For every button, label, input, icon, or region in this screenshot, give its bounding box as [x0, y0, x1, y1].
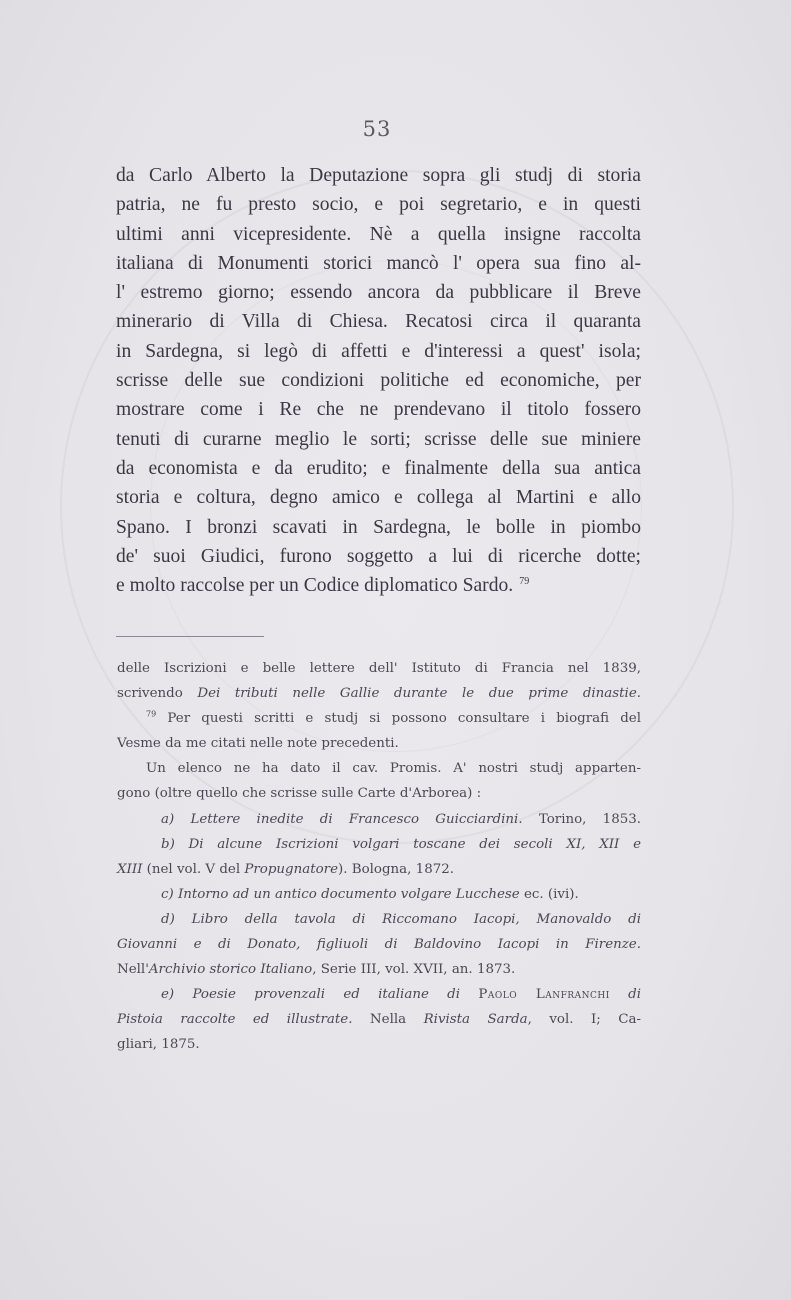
list-label: c) [161, 886, 178, 902]
note-line [117, 857, 641, 882]
note-line [117, 982, 641, 1007]
note-line: gono (oltre quello che scrisse sulle Carte d'Arborea) : [117, 786, 482, 802]
text-line: da Carlo Alberto la Deputazione sopra gli studj di storia [116, 165, 641, 186]
note-title: di [609, 987, 641, 1003]
text-line: Spano. I bronzi scavati in Sardegna, le bolle in piombo [116, 516, 641, 538]
note-text: , vol. I; Ca- [527, 1012, 641, 1028]
note-title: XIII [117, 861, 143, 877]
note-author: Paolo Lanfranchi [478, 987, 610, 1003]
list-label: a) [161, 811, 191, 827]
list-label: e) [161, 987, 193, 1003]
list-label: b) [161, 836, 189, 852]
list-label: d) [161, 911, 192, 927]
note-line [117, 681, 641, 706]
note-line: Un elenco ne ha dato il cav. Promis. A' nostri studj apparten- [146, 761, 641, 777]
note-text: (nel vol. V del [142, 861, 245, 877]
text-line: italiana di Monumenti storici mancò l' opera sua fino al- [116, 252, 641, 274]
note-line [117, 907, 641, 932]
text-line: scrisse delle sue condizioni politiche ed economiche, per [116, 370, 641, 392]
note-line: delle Iscrizioni e belle lettere dell' Istituto di Francia nel 1839, [117, 661, 641, 676]
note-line: Vesme da me citati nelle note precedenti. [117, 736, 399, 752]
note-text: Torino, 1853. [522, 811, 642, 827]
footnote-separator [116, 636, 264, 637]
note-title: Lettere inedite di Francesco Guicciardini. [190, 811, 523, 827]
text-line: de' suoi Giudici, furono soggetto a lui di ricerche dotte; [116, 545, 641, 567]
main-text [116, 161, 641, 600]
note-line [117, 832, 641, 857]
note-line [117, 807, 641, 832]
text-line-last [116, 571, 641, 600]
footnote-number: 79 [146, 709, 157, 719]
text-line: e molto raccolse per un Codice diplomatico Sardo. [116, 575, 514, 597]
text-line: in Sardegna, si legò di affetti e d'interessi a quest' isola; [116, 340, 641, 362]
note-title: Di alcune Iscrizioni volgari toscane dei secoli XI, XII e [188, 836, 641, 852]
note-text: Nell' [117, 962, 149, 978]
note-title: Intorno ad un antico documento volgare Lucchese [177, 886, 520, 902]
note-journal: Propugnatore [244, 861, 338, 877]
note-title: Libro della tavola di Riccomano Iacopi, Manovaldo di [191, 911, 641, 927]
text-line: mostrare come i Re che ne prendevano il titolo fossero [116, 399, 641, 421]
note-line: Giovanni e di Donato, figliuoli di Baldovino Iacopi in Firenze. [117, 937, 641, 953]
text-line: l' estremo giorno; essendo ancora da pubblicare il Breve [116, 282, 641, 304]
text-line: patria, ne fu presto socio, e poi segretario, e in questi [116, 194, 641, 216]
text-line: ultimi anni vicepresidente. Nè a quella insigne raccolta [116, 223, 641, 245]
note-journal: Archivio storico Italiano [148, 962, 313, 978]
note-text: Nella [352, 1012, 424, 1028]
note-title: Poesie provenzali ed italiane di [192, 987, 479, 1003]
text-line: tenuti di curarne meglio le sorti; scrisse delle sue miniere [116, 428, 641, 450]
note-line: gliari, 1875. [117, 1037, 200, 1053]
note-title: Pistoia raccolte ed illustrate. [117, 1012, 353, 1028]
note-text: , Serie III, vol. XVII, an. 1873. [312, 962, 516, 978]
note-line [117, 957, 641, 982]
page-number: 53 [362, 117, 392, 141]
note-line [117, 882, 641, 907]
note-journal: Rivista Sarda [423, 1012, 528, 1028]
note-text: ). Bologna, 1872. [338, 861, 455, 877]
footnotes [117, 656, 641, 1058]
text-line: storia e coltura, degno amico e collega al Martini e allo [116, 487, 641, 509]
text-line: minerario di Villa di Chiesa. Recatosi circa il quaranta [116, 311, 641, 333]
note-text: Per questi scritti e studj si possono consultare i biografi del [156, 711, 641, 727]
note-text: ec. (ivi). [519, 886, 579, 902]
note-title: Dei tributi nelle Gallie durante le due prime dinastie. [197, 686, 641, 702]
note-line [117, 706, 641, 731]
note-line [117, 1007, 641, 1032]
note-text: scrivendo [117, 686, 198, 702]
text-line: da economista e da erudito; e finalmente della sua antica [116, 457, 641, 479]
footnote-reference: 79 [519, 575, 530, 587]
